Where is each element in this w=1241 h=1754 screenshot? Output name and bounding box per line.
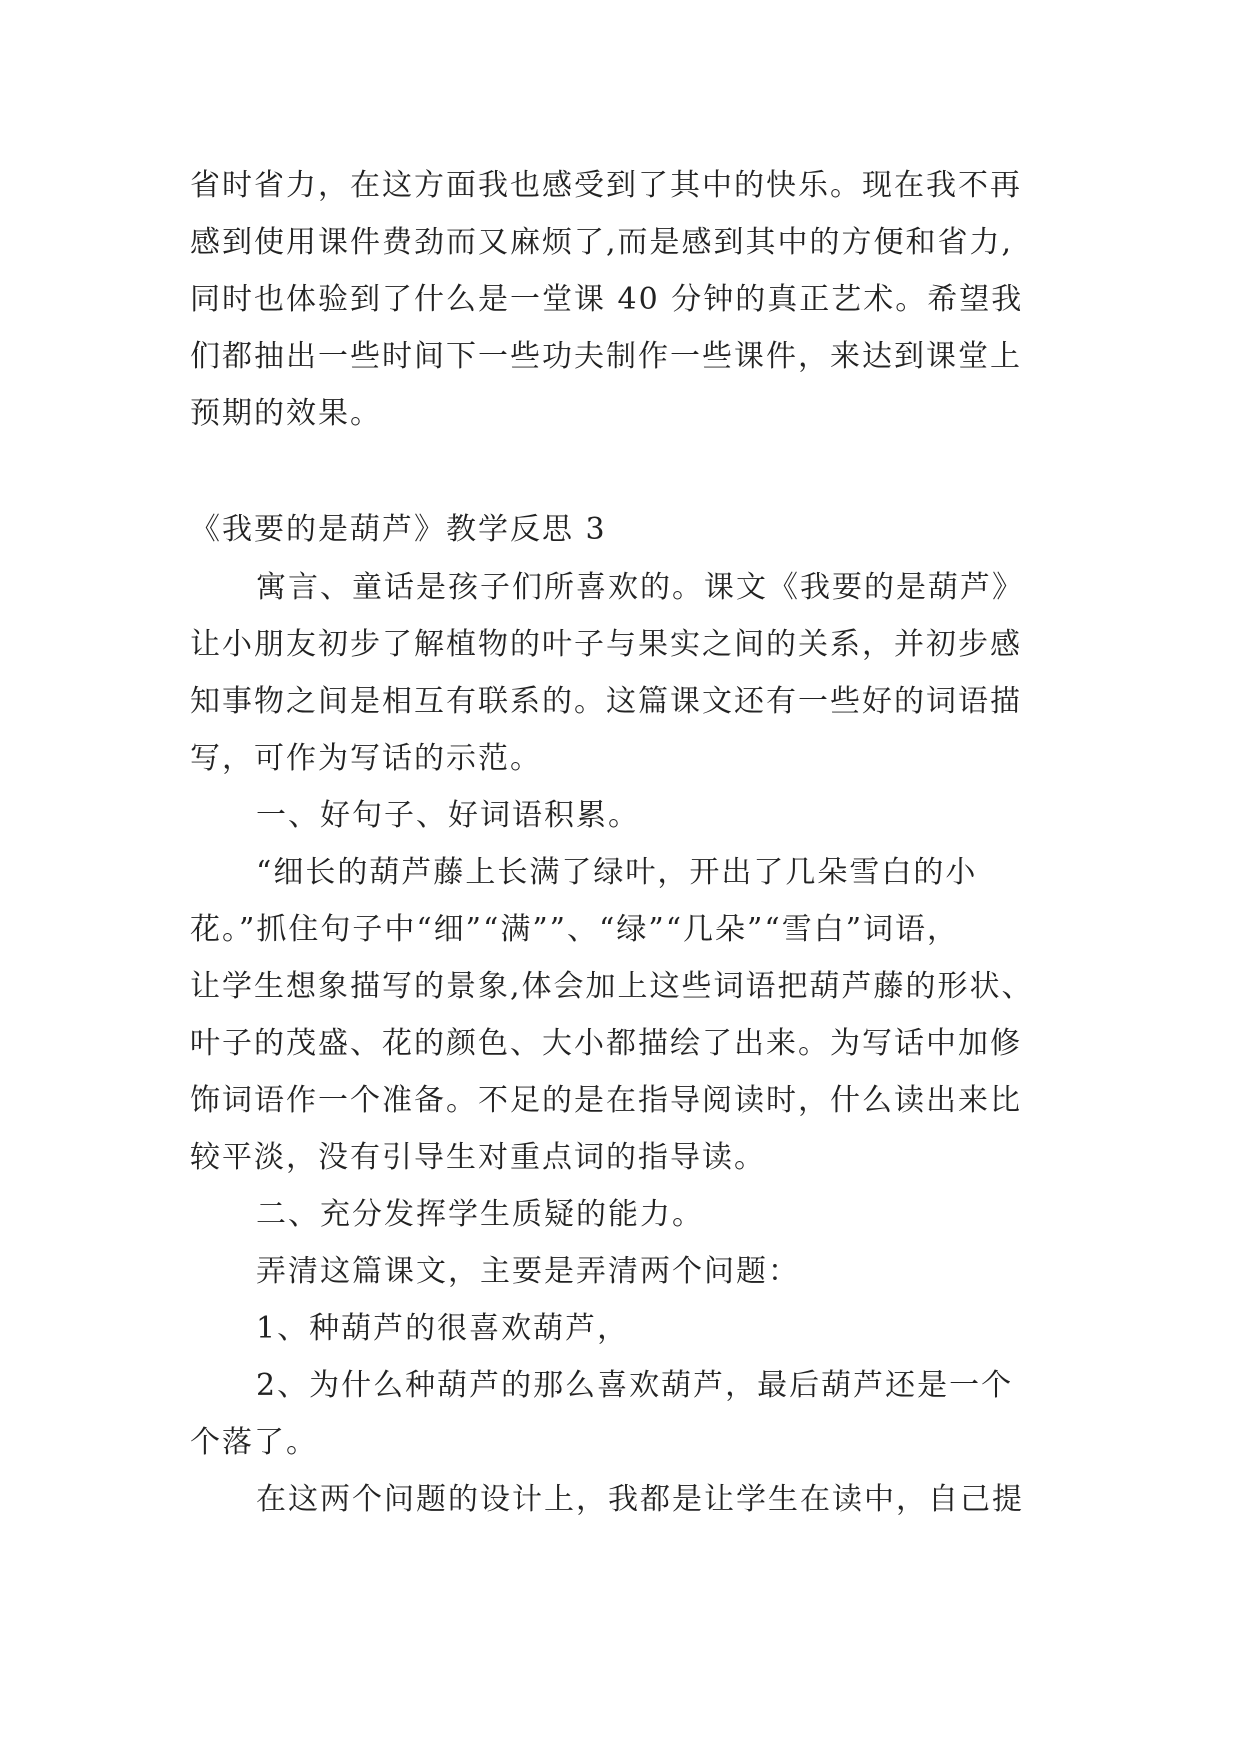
paragraph-line: 寓言、童话是孩子们所喜欢的。课文《我要的是葫芦》 (256, 570, 1024, 605)
paragraph-line: 弄清这篇课文，主要是弄清两个问题： (256, 1254, 800, 1289)
paragraph-line: 叶子的茂盛、花的颜色、大小都描绘了出来。为写话中加修 (190, 1026, 1022, 1061)
paragraph-line: 知事物之间是相互有联系的。这篇课文还有一些好的词语描 (190, 684, 1022, 719)
paragraph-line: 个落了。 (190, 1425, 318, 1460)
subheading: 二、充分发挥学生质疑的能力。 (256, 1197, 704, 1232)
paragraph-line: 饰词语作一个准备。不足的是在指导阅读时，什么读出来比 (190, 1083, 1022, 1118)
paragraph-line: 在这两个问题的设计上，我都是让学生在读中，自己提 (256, 1482, 1024, 1517)
paragraph-line: 让学生想象描写的景象,体会加上这些词语把葫芦藤的形状、 (190, 969, 1034, 1004)
paragraph-line: 让小朋友初步了解植物的叶子与果实之间的关系，并初步感 (190, 627, 1022, 662)
paragraph-line: 花。”抓住句子中“细”“满””、“绿”“几朵”“雪白”词语， (190, 912, 960, 947)
paragraph-line: 感到使用课件费劲而又麻烦了,而是感到其中的方便和省力, (190, 225, 1014, 260)
subheading: 一、好句子、好词语积累。 (256, 798, 640, 833)
paragraph-line: 写，可作为写话的示范。 (190, 741, 542, 776)
paragraph-line: 同时也体验到了什么是一堂课 40 分钟的真正艺术。希望我 (190, 282, 1024, 317)
list-item: 1、种葫芦的很喜欢葫芦， (256, 1311, 630, 1346)
paragraph-line: 省时省力，在这方面我也感受到了其中的快乐。现在我不再 (190, 168, 1022, 203)
section-heading: 《我要的是葫芦》教学反思 3 (190, 512, 607, 547)
list-item: 2、为什么种葫芦的那么喜欢葫芦，最后葫芦还是一个 (256, 1368, 1014, 1403)
paragraph-line: 预期的效果。 (190, 396, 382, 431)
paragraph-line: “细长的葫芦藤上长满了绿叶，开出了几朵雪白的小 (256, 855, 978, 890)
paragraph-line: 们都抽出一些时间下一些功夫制作一些课件，来达到课堂上 (190, 339, 1022, 374)
paragraph-line: 较平淡，没有引导生对重点词的指导读。 (190, 1140, 766, 1175)
